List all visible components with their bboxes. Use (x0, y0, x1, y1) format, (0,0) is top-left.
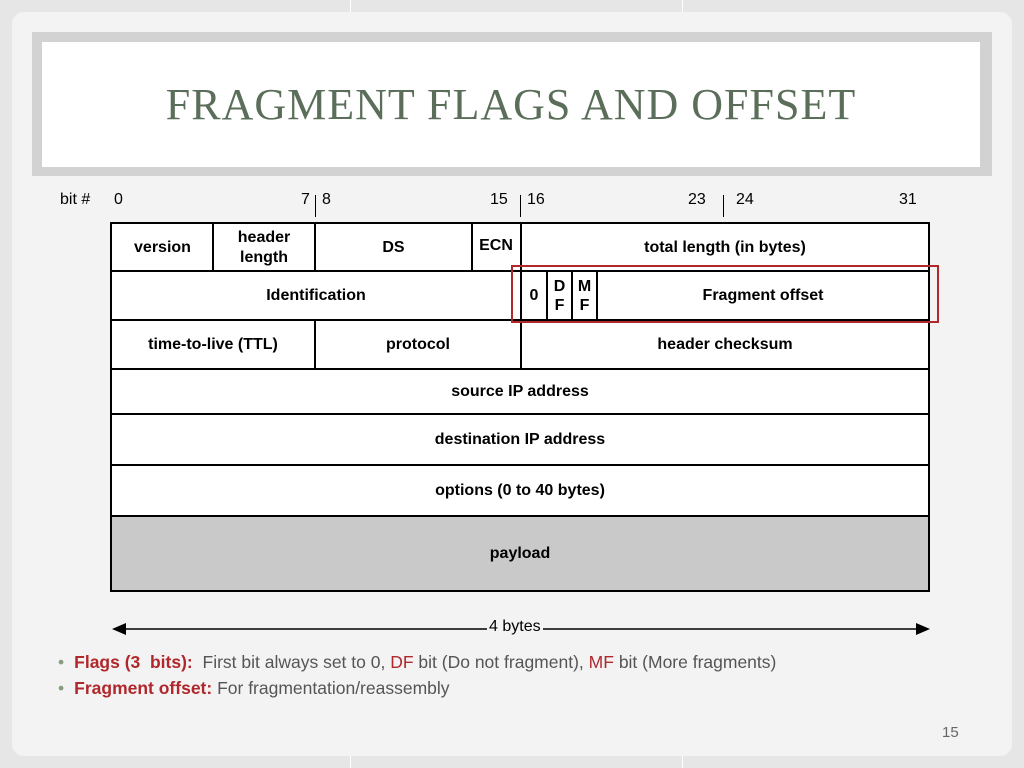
field-total-length: total length (in bytes) (644, 238, 806, 256)
flags-offset-highlight (511, 265, 939, 323)
flag-df-letter: F (554, 296, 565, 314)
flags-mf: MF (588, 652, 614, 672)
flags-df: DF (390, 652, 414, 672)
field-identification: Identification (266, 286, 366, 304)
flags-text-1: First bit always set to 0, (202, 652, 386, 672)
title-box (42, 42, 980, 167)
offset-label: Fragment offset: (74, 678, 213, 698)
flags-text-2: bit (Do not fragment), (418, 652, 584, 672)
field-ds: DS (382, 238, 405, 256)
bullet-dot: • (58, 652, 65, 672)
field-version: version (134, 238, 191, 256)
bullet-offset (58, 678, 450, 699)
bit-number-label: bit # (60, 191, 91, 208)
flags-text-3: bit (More fragments) (618, 652, 777, 672)
field-ttl: time-to-live (TTL) (148, 335, 278, 353)
field-protocol: protocol (386, 335, 450, 353)
field-header-checksum: header checksum (657, 335, 793, 353)
bit-tick-24: 24 (736, 191, 754, 208)
flag-mf-letter: M (577, 277, 592, 295)
field-options: options (0 to 40 bytes) (435, 481, 605, 499)
field-ecn: ECN (479, 237, 513, 254)
flag-mf-letter: F (579, 296, 590, 314)
bit-tick-8: 8 (322, 191, 331, 208)
field-destination-ip: destination IP address (434, 430, 606, 448)
bit-tick-7: 7 (301, 191, 310, 208)
bit-tick-16: 16 (527, 191, 545, 208)
field-fragment-offset: Fragment offset (702, 286, 824, 304)
bit-tick-31: 31 (899, 191, 917, 208)
flags-label: Flags (3 bits): (74, 652, 193, 672)
arrow-left-head (112, 623, 126, 635)
flag-df-letter: D (553, 277, 566, 295)
bullet-flags (58, 652, 776, 673)
flag-reserved-bit: 0 (529, 286, 539, 304)
field-payload: payload (489, 544, 551, 562)
bit-tick-23: 23 (688, 191, 706, 208)
page-number: 15 (942, 724, 959, 741)
offset-text: For fragmentation/reassembly (217, 678, 450, 698)
byte-boundary-tick (315, 195, 316, 217)
bit-tick-0: 0 (114, 191, 123, 208)
width-label: 4 bytes (489, 618, 541, 635)
byte-boundary-tick (520, 195, 521, 217)
bit-tick-15: 15 (490, 191, 508, 208)
slide-title: FRAGMENT FLAGS AND OFFSET (165, 80, 857, 129)
bullet-dot: • (58, 678, 65, 698)
arrow-right-head (916, 623, 930, 635)
field-header-length: header length (237, 228, 291, 266)
byte-boundary-tick (723, 195, 724, 217)
field-source-ip: source IP address (451, 382, 589, 400)
